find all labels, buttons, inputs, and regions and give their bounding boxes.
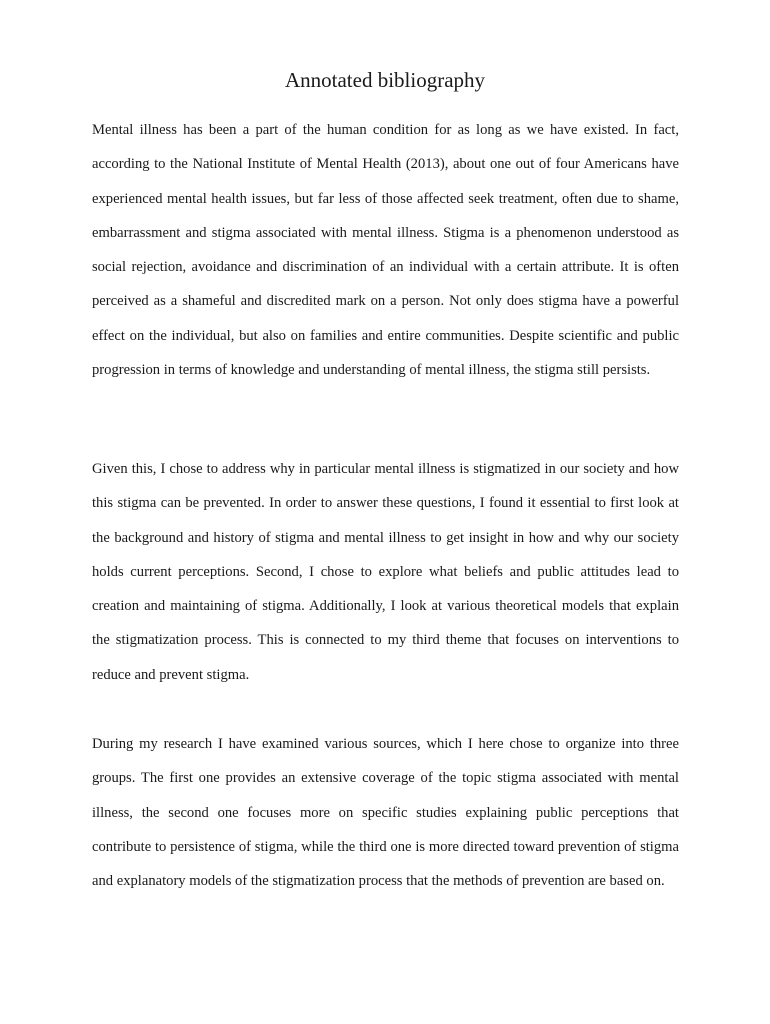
document-title: Annotated bibliography [284,68,486,92]
paragraph-research-focus: Given this, I chose to address why in particular mental illness is stigmatized in our society and how this stigma can be prevented. In order to answer these questions, I found it essential to first look at the background and history of stigma and mental illness to get insight in how and why our society holds current perceptions. Second, I chose to explore what beliefs and public attitudes lead to creation and maintaining of stigma. Additionally, I look at various theoretical models that explain the stigmatization process. This is connected to my third theme that focuses on interventions to reduce and prevent stigma. [92,461,679,683]
paragraph-introduction: Mental illness has been a part of the human condition for as long as we have existed. In fact, according to the National Institute of Mental Health (2013), about one out of four Americans have experienced mental health issues, but far less of those affected seek treatment, often due to shame, embarrassment and stigma associated with mental illness. Stigma is a phenomenon understood as social rejection, avoidance and discrimination of an individual with a certain attribute. It is often perceived as a shameful and discredited mark on a person. Not only does stigma have a powerful effect on the individual, but also on families and entire communities. Despite scientific and public progression in terms of knowledge and understanding of mental illness, the stigma still persists. [92,122,679,379]
paragraph-source-organization: During my research I have examined various sources, which I here chose to organize into three groups. The first one provides an extensive coverage of the topic stigma associated with mental illness, the second one focuses more on specific studies explaining public perceptions that contribute to persistence of stigma, while the third one is more directed toward prevention of stigma and explanatory models of the stigmatization process that the methods of prevention are based on. [92,736,679,890]
